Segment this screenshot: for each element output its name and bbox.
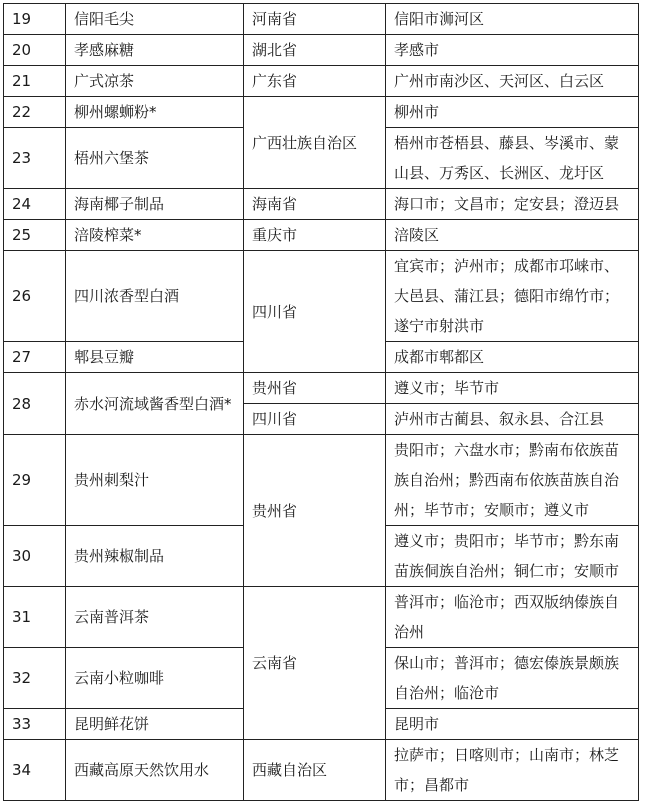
province-cell: 海南省 — [244, 189, 386, 220]
province-cell: 云南省 — [244, 587, 386, 740]
province-cell: 贵州省 — [244, 373, 386, 404]
region-cell: 孝感市 — [386, 35, 639, 66]
table-row — [4, 4, 639, 35]
row-number: 34 — [4, 740, 66, 801]
product-name: 云南普洱茶 — [66, 587, 244, 648]
product-name: 信阳毛尖 — [66, 4, 244, 35]
region-cell: 遵义市；贵阳市；毕节市；黔东南苗族侗族自治州；铜仁市；安顺市 — [386, 526, 639, 587]
row-number: 21 — [4, 66, 66, 97]
table-row — [4, 740, 639, 801]
row-number: 23 — [4, 128, 66, 189]
province-cell: 广西壮族自治区 — [244, 97, 386, 189]
product-name: 云南小粒咖啡 — [66, 648, 244, 709]
province-cell: 四川省 — [244, 251, 386, 373]
region-cell: 昆明市 — [386, 709, 639, 740]
region-cell: 涪陵区 — [386, 220, 639, 251]
region-cell: 成都市郫都区 — [386, 342, 639, 373]
row-number: 20 — [4, 35, 66, 66]
table-row — [4, 66, 639, 97]
product-name: 西藏高原天然饮用水 — [66, 740, 244, 801]
table-row — [4, 587, 639, 648]
province-cell: 广东省 — [244, 66, 386, 97]
product-name: 贵州刺梨汁 — [66, 435, 244, 526]
table-row — [4, 251, 639, 342]
product-name: 孝感麻糖 — [66, 35, 244, 66]
province-cell: 贵州省 — [244, 435, 386, 587]
row-number: 28 — [4, 373, 66, 435]
region-cell: 保山市；普洱市；德宏傣族景颇族自治州；临沧市 — [386, 648, 639, 709]
row-number: 25 — [4, 220, 66, 251]
table-row — [4, 35, 639, 66]
row-number: 32 — [4, 648, 66, 709]
row-number: 27 — [4, 342, 66, 373]
row-number: 24 — [4, 189, 66, 220]
table-row — [4, 373, 639, 404]
region-cell: 信阳市浉河区 — [386, 4, 639, 35]
product-name: 昆明鲜花饼 — [66, 709, 244, 740]
row-number: 19 — [4, 4, 66, 35]
region-cell: 贵阳市；六盘水市；黔南布依族苗族自治州；黔西南布依族苗族自治州；毕节市；安顺市；遵义市 — [386, 435, 639, 526]
province-cell: 西藏自治区 — [244, 740, 386, 801]
table-row — [4, 220, 639, 251]
region-cell: 拉萨市；日喀则市；山南市；林芝市；昌都市 — [386, 740, 639, 801]
row-number: 29 — [4, 435, 66, 526]
product-name: 涪陵榨菜* — [66, 220, 244, 251]
table-row — [4, 97, 639, 128]
row-number: 26 — [4, 251, 66, 342]
region-cell: 泸州市古蔺县、叙永县、合江县 — [386, 404, 639, 435]
row-number: 33 — [4, 709, 66, 740]
row-number: 31 — [4, 587, 66, 648]
region-cell: 遵义市；毕节市 — [386, 373, 639, 404]
province-cell: 湖北省 — [244, 35, 386, 66]
region-cell: 广州市南沙区、天河区、白云区 — [386, 66, 639, 97]
region-cell: 宜宾市；泸州市；成都市邛崃市、大邑县、蒲江县；德阳市绵竹市；遂宁市射洪市 — [386, 251, 639, 342]
table-row — [4, 435, 639, 526]
row-number: 30 — [4, 526, 66, 587]
table-row — [4, 189, 639, 220]
province-cell: 四川省 — [244, 404, 386, 435]
region-cell: 海口市；文昌市；定安县；澄迈县 — [386, 189, 639, 220]
region-cell: 柳州市 — [386, 97, 639, 128]
region-cell: 梧州市苍梧县、藤县、岑溪市、蒙山县、万秀区、长洲区、龙圩区 — [386, 128, 639, 189]
product-name: 柳州螺蛳粉* — [66, 97, 244, 128]
province-cell: 重庆市 — [244, 220, 386, 251]
row-number: 22 — [4, 97, 66, 128]
product-name: 海南椰子制品 — [66, 189, 244, 220]
product-name: 郫县豆瓣 — [66, 342, 244, 373]
product-table — [3, 3, 639, 801]
product-name: 四川浓香型白酒 — [66, 251, 244, 342]
product-name: 广式凉茶 — [66, 66, 244, 97]
province-cell: 河南省 — [244, 4, 386, 35]
product-name: 梧州六堡茶 — [66, 128, 244, 189]
product-name: 赤水河流域酱香型白酒* — [66, 373, 244, 435]
region-cell: 普洱市；临沧市；西双版纳傣族自治州 — [386, 587, 639, 648]
product-name: 贵州辣椒制品 — [66, 526, 244, 587]
